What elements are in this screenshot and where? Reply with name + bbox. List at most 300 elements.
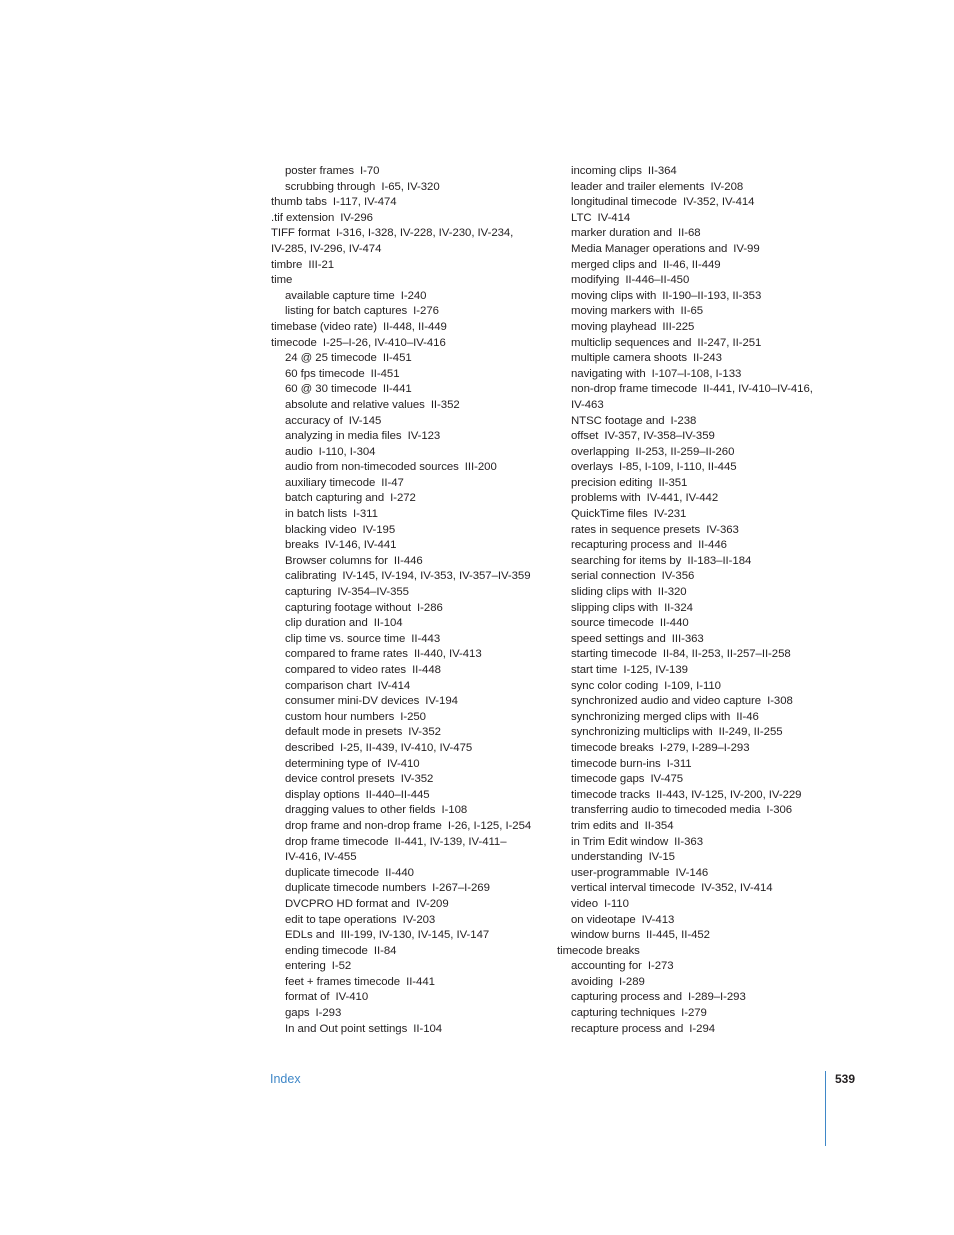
index-term: absolute and relative values	[285, 398, 425, 411]
index-page-refs: I-117, IV-474	[332, 196, 397, 209]
index-entry	[557, 476, 827, 492]
index-entry	[271, 336, 541, 352]
index-page-refs: IV-354–IV-355	[337, 586, 409, 599]
index-term: format of	[285, 991, 330, 1004]
index-page-refs: II-443	[411, 632, 441, 645]
index-page-refs: II-441, IV-410–IV-416,	[703, 383, 813, 396]
index-entry	[557, 850, 827, 866]
index-page-refs: I-125, IV-139	[623, 664, 688, 676]
index-entry	[557, 819, 827, 835]
index-entry	[557, 694, 827, 710]
index-term: 60 fps timecode	[285, 367, 365, 380]
index-page-refs: I-108	[441, 804, 468, 817]
index-page-refs: II-448, II-449	[382, 320, 447, 333]
index-page-refs: II-65	[680, 305, 704, 318]
index-page-refs: III-225	[662, 320, 695, 333]
index-term: capturing	[285, 586, 332, 599]
index-entry	[557, 616, 827, 632]
index-page-refs: II-448	[412, 664, 441, 676]
index-entry	[557, 382, 827, 398]
index-entry	[271, 788, 541, 804]
index-page-refs: IV-356	[661, 570, 695, 583]
index-term: rates in sequence presets	[571, 523, 701, 536]
index-term: 60 @ 30 timecode	[285, 383, 377, 396]
index-entry	[271, 491, 541, 507]
index-term: consumer mini-DV devices	[285, 695, 420, 708]
index-term: timbre	[271, 258, 303, 271]
index-term: timebase (video rate)	[271, 320, 377, 333]
index-entry	[557, 569, 827, 585]
index-entry	[271, 803, 541, 819]
index-page-refs: IV-352, IV-414	[701, 882, 773, 895]
index-term: merged clips and	[571, 258, 657, 271]
index-page-refs: I-107–I-108, I-133	[651, 367, 742, 380]
index-entry	[271, 523, 541, 539]
index-term: NTSC footage and	[571, 414, 665, 427]
index-term: multiple camera shoots	[571, 352, 688, 365]
index-term: problems with	[571, 492, 641, 505]
index-page-refs: IV-413	[641, 913, 675, 926]
index-page-refs: I-267–I-269	[432, 882, 490, 895]
index-page-refs: I-279, I-289–I-293	[659, 741, 750, 754]
index-page-refs: IV-352, IV-414	[682, 196, 755, 209]
index-page-refs: II-104	[413, 1022, 443, 1035]
index-entry	[557, 647, 827, 663]
index-page-refs: IV-231	[653, 508, 687, 521]
index-page-refs: III-21	[308, 258, 335, 271]
index-entry	[271, 414, 541, 430]
index-term: thumb tabs	[271, 196, 327, 209]
index-term: IV-416, IV-455	[285, 851, 357, 864]
index-term: batch capturing and	[285, 492, 385, 505]
index-entry	[557, 725, 827, 741]
index-page-refs: IV-195	[362, 523, 396, 536]
index-page-refs: II-190–II-193, II-353	[662, 289, 762, 302]
index-entry	[557, 975, 827, 991]
index-entry	[557, 523, 827, 539]
index-entry	[557, 632, 827, 648]
index-page-refs: I-65, IV-320	[381, 180, 440, 193]
index-page-refs: II-440	[385, 866, 414, 879]
index-entry	[271, 897, 541, 913]
index-page-refs: I-311	[666, 757, 692, 770]
index-entry	[271, 990, 541, 1006]
index-entry	[271, 289, 541, 305]
index-page-refs: I-286	[417, 601, 443, 614]
index-term: listing for batch captures	[285, 305, 408, 318]
index-entry	[557, 928, 827, 944]
index-entry	[271, 460, 541, 476]
index-page-refs: II-440	[659, 617, 689, 630]
index-entry	[557, 585, 827, 601]
index-term: user-programmable	[571, 866, 670, 879]
index-term: timecode breaks	[571, 741, 654, 754]
index-page-refs: I-294	[689, 1022, 716, 1035]
index-page-refs: I-109, I-110	[664, 679, 721, 692]
index-entry	[557, 414, 827, 430]
index-page-refs: IV-194	[425, 695, 458, 708]
index-entry	[271, 398, 541, 414]
index-page-refs: IV-414	[377, 679, 411, 692]
index-page-refs: II-451	[382, 352, 412, 365]
index-entry	[557, 351, 827, 367]
index-page-refs: IV-145, IV-194, IV-353, IV-357–IV-359	[342, 570, 531, 583]
index-entry	[557, 990, 827, 1006]
index-page-refs: II-84	[373, 944, 397, 957]
index-page-refs: II-440, IV-413	[413, 648, 482, 661]
index-entry	[557, 242, 827, 258]
index-term: start time	[571, 664, 618, 676]
index-entry	[557, 897, 827, 913]
index-term: blacking video	[285, 523, 357, 536]
index-term: source timecode	[571, 617, 654, 630]
index-term: longitudinal timecode	[571, 196, 677, 209]
index-term: accounting for	[571, 960, 642, 973]
index-page-refs: IV-414	[597, 211, 631, 224]
index-term: timecode breaks	[557, 944, 640, 957]
index-entry	[557, 398, 827, 414]
index-entry	[557, 944, 827, 960]
index-term: Browser columns for	[285, 554, 388, 567]
index-term: slipping clips with	[571, 601, 659, 614]
index-page-refs: II-364	[647, 165, 677, 177]
index-page-refs: IV-208	[710, 180, 744, 193]
index-page-refs: II-441, IV-139, IV-411–	[394, 835, 507, 848]
index-term: IV-285, IV-296, IV-474	[271, 242, 382, 255]
index-page-refs: II-84, II-253, II-257–II-258	[662, 648, 791, 661]
index-page-refs: IV-475	[650, 773, 684, 786]
index-page-refs: IV-123	[407, 430, 441, 443]
index-term: poster frames	[285, 165, 354, 177]
index-page-refs: II-249, II-255	[718, 726, 783, 739]
index-term: timecode burn-ins	[571, 757, 661, 770]
index-entry	[271, 725, 541, 741]
index-entry	[557, 429, 827, 445]
index-entry	[271, 944, 541, 960]
index-term: precision editing	[571, 476, 653, 489]
index-entry	[557, 164, 827, 180]
index-term: starting timecode	[571, 648, 657, 661]
index-entry	[557, 835, 827, 851]
index-entry	[271, 616, 541, 632]
index-entry	[557, 1006, 827, 1022]
index-term: compared to video rates	[285, 664, 407, 676]
index-entry	[271, 835, 541, 851]
index-page-refs: II-253, II-259–II-260	[635, 445, 735, 458]
index-page-refs: IV-146, IV-441	[324, 539, 397, 552]
index-term: custom hour numbers	[285, 710, 395, 723]
index-page-refs: II-243	[693, 352, 722, 365]
index-page-refs: II-363	[674, 835, 703, 848]
index-term: device control presets	[285, 773, 395, 786]
index-entry	[557, 491, 827, 507]
index-entry	[557, 180, 827, 196]
index-entry	[271, 367, 541, 383]
index-page-refs: III-363	[671, 632, 704, 645]
index-term: capturing footage without	[285, 601, 412, 614]
index-term: comparison chart	[285, 679, 372, 692]
index-term: overlays	[571, 461, 614, 474]
index-entry	[557, 336, 827, 352]
index-entry	[271, 679, 541, 695]
index-term: QuickTime files	[571, 508, 648, 521]
index-entry	[557, 211, 827, 227]
index-entry	[271, 476, 541, 492]
index-term: modifying	[571, 274, 620, 287]
index-entry	[557, 554, 827, 570]
index-entry	[271, 585, 541, 601]
index-page-refs: II-68	[678, 227, 701, 240]
index-entry	[271, 850, 541, 866]
index-page-refs: I-272	[390, 492, 416, 505]
index-term: available capture time	[285, 289, 395, 302]
index-term: timecode tracks	[571, 788, 651, 801]
index-page-refs: II-46	[736, 710, 759, 723]
index-entry	[271, 226, 541, 242]
index-term: ending timecode	[285, 944, 368, 957]
index-page-refs: II-446	[698, 539, 727, 552]
footer-section-label: Index	[270, 1072, 301, 1086]
index-page-refs: II-351	[658, 476, 688, 489]
index-page-refs: I-52	[331, 960, 352, 973]
index-term: In and Out point settings	[285, 1022, 408, 1035]
index-entry	[271, 445, 541, 461]
index-page-refs: II-352	[430, 398, 460, 411]
index-page-refs: I-250	[400, 710, 426, 723]
index-term: overlapping	[571, 445, 630, 458]
index-term: audio	[285, 445, 313, 458]
index-term: recapturing process and	[571, 539, 693, 552]
index-term: breaks	[285, 539, 319, 552]
index-page-refs: I-110, I-304	[318, 445, 376, 458]
index-term: vertical interval timecode	[571, 882, 696, 895]
index-entry	[271, 866, 541, 882]
index-entry	[271, 881, 541, 897]
index-term: time	[271, 274, 293, 287]
index-entry	[271, 320, 541, 336]
index-page-refs: I-311	[352, 508, 378, 521]
index-entry	[557, 679, 827, 695]
index-term: incoming clips	[571, 165, 642, 177]
index-entry	[271, 694, 541, 710]
index-term: timecode gaps	[571, 773, 645, 786]
index-term: video	[571, 897, 598, 910]
index-entry	[271, 710, 541, 726]
index-page-refs: IV-209	[415, 897, 449, 910]
index-term: TIFF format	[271, 227, 330, 240]
index-term: edit to tape operations	[285, 913, 397, 926]
index-entry	[271, 819, 541, 835]
index-entry	[271, 195, 541, 211]
index-term: described	[285, 741, 334, 754]
index-term: feet + frames timecode	[285, 975, 401, 988]
index-term: duplicate timecode	[285, 866, 380, 879]
index-term: auxiliary timecode	[285, 476, 376, 489]
index-entry	[271, 538, 541, 554]
index-term: EDLs and	[285, 929, 335, 942]
index-term: synchronized audio and video capture	[571, 695, 762, 708]
index-term: default mode in presets	[285, 726, 403, 739]
index-term: entering	[285, 960, 326, 973]
index-entry	[557, 258, 827, 274]
index-page-refs: II-445, II-452	[646, 929, 710, 942]
index-page-refs: IV-410	[335, 991, 369, 1004]
index-page-refs: II-324	[664, 601, 693, 614]
index-term: capturing process and	[571, 991, 683, 1004]
index-page-refs: I-289	[619, 975, 645, 988]
index-term: 24 @ 25 timecode	[285, 352, 377, 365]
index-page-refs: I-238	[670, 414, 697, 427]
index-term: dragging values to other fields	[285, 804, 436, 817]
index-page-refs: II-451	[370, 367, 400, 380]
index-term: searching for items by	[571, 554, 682, 567]
index-page-refs: II-320	[657, 586, 687, 599]
index-entry	[557, 507, 827, 523]
index-entry	[271, 772, 541, 788]
index-entry	[271, 741, 541, 757]
index-term: drop frame and non-drop frame	[285, 819, 442, 832]
index-term: speed settings and	[571, 632, 666, 645]
index-entry	[557, 757, 827, 773]
index-term: moving playhead	[571, 320, 657, 333]
index-entry	[271, 304, 541, 320]
index-term: multiclip sequences and	[571, 336, 692, 349]
index-page-refs: IV-410	[386, 757, 420, 770]
index-page-refs: IV-352	[408, 726, 441, 739]
index-term: leader and trailer elements	[571, 180, 705, 193]
index-term: drop frame timecode	[285, 835, 389, 848]
index-page-refs: II-443, IV-125, IV-200, IV-229	[656, 788, 802, 801]
index-term: avoiding	[571, 975, 614, 988]
index-entry	[271, 351, 541, 367]
index-term: Media Manager operations and	[571, 242, 728, 255]
index-term: gaps	[285, 1007, 310, 1020]
index-term: timecode	[271, 336, 317, 349]
index-term: offset	[571, 430, 599, 443]
index-entry	[557, 881, 827, 897]
index-entry	[271, 180, 541, 196]
index-entry	[271, 1022, 541, 1038]
index-page-refs: IV-357, IV-358–IV-359	[604, 430, 715, 443]
index-entry	[557, 320, 827, 336]
index-term: scrubbing through	[285, 180, 376, 193]
index-entry	[271, 959, 541, 975]
index-entry	[271, 258, 541, 274]
index-page-refs: I-293	[315, 1007, 342, 1020]
index-entry	[557, 866, 827, 882]
index-entry	[557, 788, 827, 804]
index-entry	[557, 741, 827, 757]
index-column-left	[271, 164, 541, 1037]
index-entry	[557, 959, 827, 975]
index-term: on videotape	[571, 913, 636, 926]
index-term: display options	[285, 788, 360, 801]
index-entry	[271, 273, 541, 289]
index-page-refs: II-46, II-449	[662, 258, 721, 271]
index-term: sync color coding	[571, 679, 659, 692]
index-entry	[557, 913, 827, 929]
index-entry	[271, 757, 541, 773]
index-entry	[271, 913, 541, 929]
index-entry	[271, 382, 541, 398]
footer-divider	[825, 1071, 826, 1146]
index-page-refs: I-276	[413, 305, 439, 318]
index-page-refs: I-25–I-26, IV-410–IV-416	[322, 336, 446, 349]
index-page-refs: II-446–II-450	[625, 274, 690, 287]
index-term: synchronizing merged clips with	[571, 710, 731, 723]
index-entry	[557, 710, 827, 726]
index-page-refs: I-85, I-109, I-110, II-445	[619, 461, 737, 474]
index-entry	[271, 601, 541, 617]
index-entry	[557, 1022, 827, 1038]
index-term: understanding	[571, 851, 643, 864]
index-page-refs: I-289–I-293	[688, 991, 746, 1004]
index-entry	[557, 304, 827, 320]
index-entry	[271, 429, 541, 445]
index-term: navigating with	[571, 367, 646, 380]
index-entry	[557, 803, 827, 819]
index-page-refs: IV-441, IV-442	[646, 492, 719, 505]
index-page-refs: II-47	[381, 476, 404, 489]
index-page-refs: II-441	[406, 975, 435, 988]
index-page-refs: IV-363	[706, 523, 739, 536]
index-page-refs: II-441	[382, 383, 412, 396]
index-page-refs: I-306	[766, 804, 793, 817]
index-entry	[557, 601, 827, 617]
index-page-refs: III-199, IV-130, IV-145, IV-147	[340, 929, 490, 942]
index-entry	[271, 211, 541, 227]
index-page-refs: IV-146	[675, 866, 709, 879]
index-term: moving markers with	[571, 305, 675, 318]
index-page-refs: I-26, I-125, I-254	[447, 819, 532, 832]
index-entry	[271, 632, 541, 648]
index-term: determining type of	[285, 757, 381, 770]
index-entry	[557, 445, 827, 461]
index-term: calibrating	[285, 570, 337, 583]
index-page-refs: I-25, II-439, IV-410, IV-475	[339, 741, 473, 754]
index-page-refs: IV-15	[648, 851, 675, 864]
index-page-refs: I-273	[647, 960, 674, 973]
index-page-refs: II-183–II-184	[687, 554, 752, 567]
index-term: compared to frame rates	[285, 648, 408, 661]
index-entry	[557, 367, 827, 383]
index-page-refs: II-247, II-251	[697, 336, 762, 349]
index-entry	[557, 195, 827, 211]
index-term: sliding clips with	[571, 586, 652, 599]
index-entry	[557, 460, 827, 476]
index-entry	[271, 507, 541, 523]
index-term: clip time vs. source time	[285, 632, 406, 645]
index-term: capturing techniques	[571, 1007, 676, 1020]
index-term: duplicate timecode numbers	[285, 882, 427, 895]
index-term: marker duration and	[571, 227, 672, 240]
index-entry	[557, 226, 827, 242]
index-page-refs: I-70	[359, 165, 380, 177]
index-term: in Trim Edit window	[571, 835, 669, 848]
index-entry	[557, 663, 827, 679]
index-term: .tif extension	[271, 211, 335, 224]
index-entry	[271, 663, 541, 679]
index-page-refs: II-354	[644, 819, 674, 832]
index-term: audio from non-timecoded sources	[285, 461, 459, 474]
index-entry	[271, 569, 541, 585]
index-entry	[271, 928, 541, 944]
index-entry	[271, 554, 541, 570]
index-term: LTC	[571, 211, 592, 224]
index-term: analyzing in media files	[285, 430, 402, 443]
index-term: trim edits and	[571, 819, 639, 832]
index-term: recapture process and	[571, 1022, 684, 1035]
